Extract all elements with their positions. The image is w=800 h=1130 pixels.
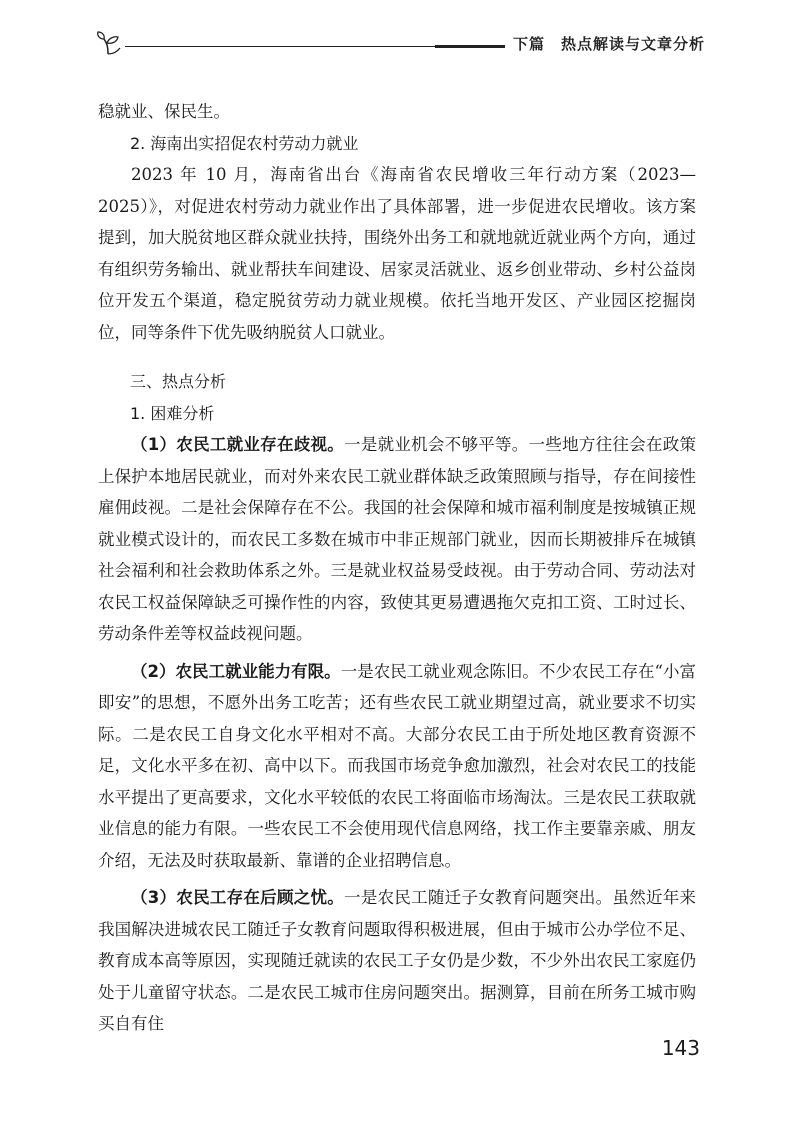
paragraph-text: 一是农民工随迁子女教育问题突出。虽然近年来我国解决进城农民工随迁子女教育问题取得积极进展，但由于城市公办学位不足、教育成本高等原因，实现随迁就读的农民工子女仍是少数，不少外出农民工家庭仍处于儿童留守状态。二是农民工城市住房问题突出。据测算，目前在所务工城市购买自有住: [98, 888, 697, 1033]
paragraph-lead: （3）农民工存在后顾之忧。: [131, 888, 345, 907]
paragraph-limited-ability: [98, 656, 696, 877]
sprout-icon: [95, 30, 121, 56]
paragraph-hainan: 2023 年 10 月，海南省出台《海南省农民增收三年行动方案（2023—2025）》，对促进农村劳动力就业作出了具体部署，进一步促进农民增收。该方案提到，加大脱贫地区群众就业扶持，围绕外出务工和就地就近就业两个方向，通过有组织劳务输出、就业帮扶车间建设、居家灵活就业、返乡创业带动、乡村公益岗位开发五个渠道，稳定脱贫劳动力就业规模。依托当地开发区、产业园区挖掘岗位，同等条件下优先吸纳脱贫人口就业。: [98, 165, 696, 342]
paragraph-lead: （1）农民工就业存在歧视。: [131, 435, 345, 454]
header-rule-accent: [435, 45, 505, 48]
paragraph-lead: （2）农民工就业能力有限。: [131, 661, 341, 681]
paragraph-discrimination: [98, 429, 696, 650]
paragraph-text: 一是就业机会不够平等。一些地方往往会在政策上保护本地居民就业，而对外来农民工就业群体缺乏政策照顾与指导，存在间接性雇佣歧视。二是社会保障存在不公。我国的社会保障和城市福利制度是按城镇正规就业模式设计的，而农民工多数在城市中非正规部门就业，因而长期被排斥在城镇社会福利和社会救助体系之外。三是就业权益易受歧视。由于劳动合同、劳动法对农民工权益保障缺乏可操作性的内容，致使其更易遭遇拖欠克扣工资、工时过长、劳动条件差等权益歧视问题。: [98, 435, 697, 643]
subheading-difficulty-analysis: 1. 困难分析: [130, 403, 215, 423]
running-header: [95, 30, 705, 60]
paragraph-continued: 稳就业、保民生。: [98, 102, 230, 121]
page-body: [98, 96, 696, 1040]
page-number: 143: [661, 1036, 700, 1060]
section-title: 下篇 热点解读与文章分析: [512, 35, 705, 53]
paragraph-text: 一是农民工就业观念陈旧。不少农民工存在“小富即安”的思想，不愿外出务工吃苦；还有些农民工就业期望过高，就业要求不切实际。二是农民工自身文化水平相对不高。大部分农民工由于所处地区教育资源不足，文化水平多在初、高中以下。而我国市场竞争愈加激烈，社会对农民工的技能水平提出了更高要求，文化水平较低的农民工将面临市场淘汰。三是农民工获取就业信息的能力有限。一些农民工不会使用现代信息网络，找工作主要靠亲戚、朋友介绍，无法及时获取最新、靠谱的企业招聘信息。: [98, 661, 696, 870]
paragraph-worries: [98, 882, 696, 1040]
subheading-hainan: 2. 海南出实招促农村劳动力就业: [130, 133, 359, 153]
section-heading-hotspot-analysis: 三、热点分析: [130, 372, 227, 391]
